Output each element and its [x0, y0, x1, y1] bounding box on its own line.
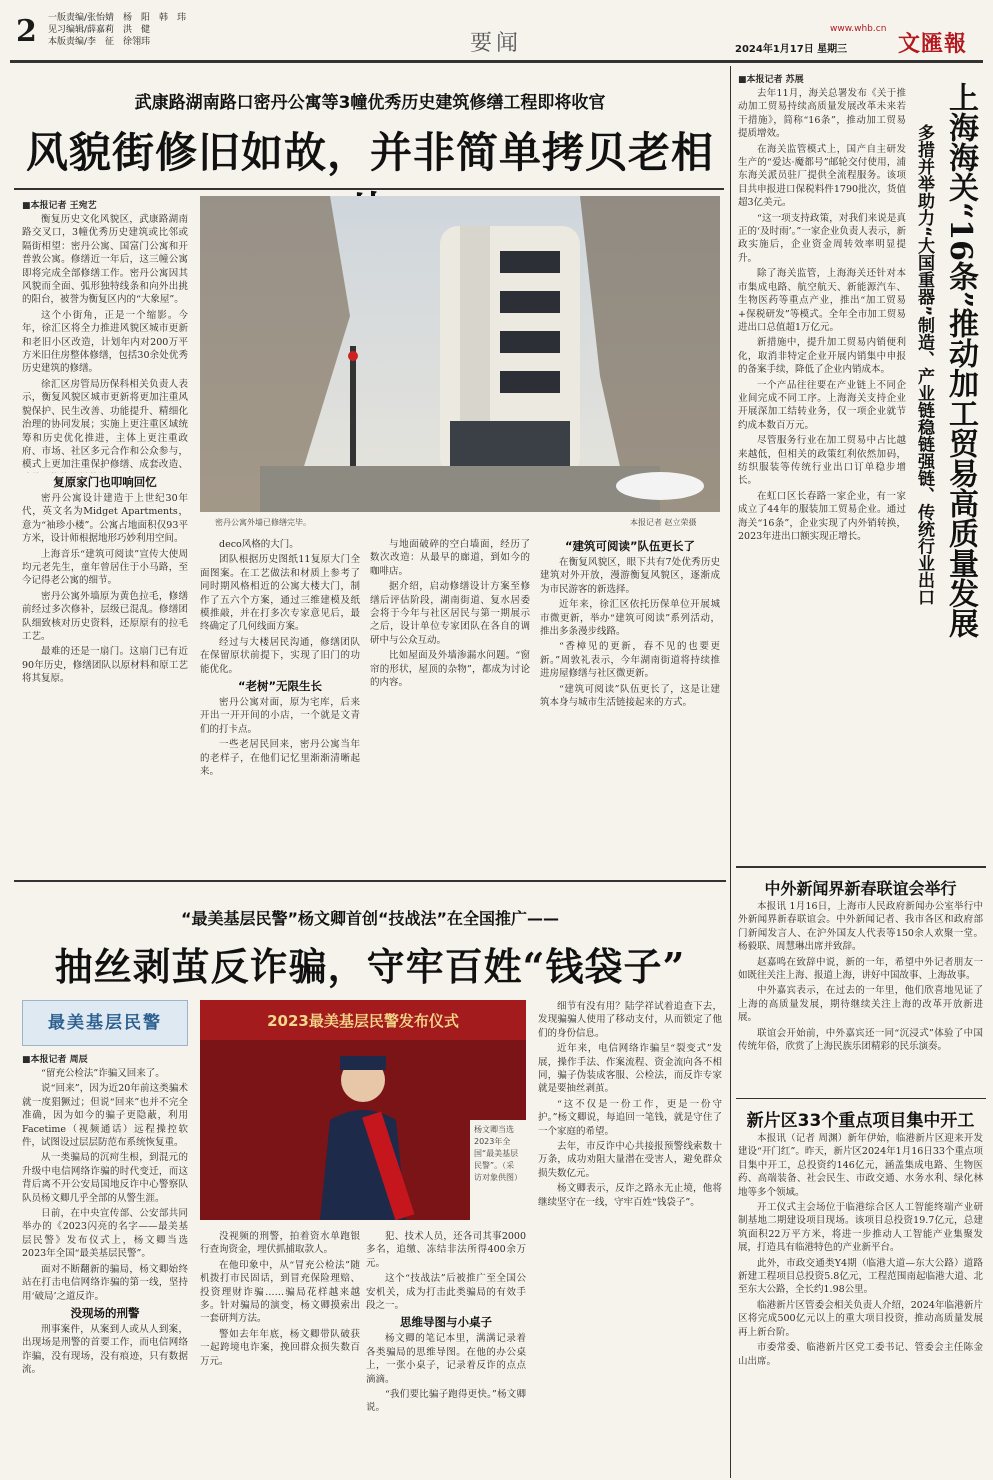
paragraph: 去年11月，海关总署发布《关于推动加工贸易持续高质量发展改革未来若干措施》，简称“16条”，推动加工贸易提质增效。: [738, 88, 906, 140]
paragraph: 本报讯（记者 周渊）新年伊始，临港新片区迎来开发建设“开门红”。昨天，新片区2024年1月16日33个重点项目集中开工，总投资约146亿元，涵盖集成电路、生物医药、高端装备、社会民生、市政交通、水务水利、绿化林地等多个领域。: [738, 1133, 983, 1198]
paragraph: 在海关监管模式上，国产自主研发生产的“爱达·魔都号”邮轮交付使用，浦东海关派员驻厂提供全流程服务。该项目共申报进口保税料件1790批次，货值超3亿美元。: [738, 143, 906, 209]
paragraph: 日前，在中央宣传部、公安部共同举办的《2023闪亮的名字——最美基层民警》发布仪式上，杨文卿当选2023年全国“最美基层民警”。: [22, 1208, 188, 1260]
lingang-column: [738, 1132, 983, 1476]
paragraph: 尽管服务行业在加工贸易中占比越来越低，但相关的政策红利依然加码，纺织服装等传统行业出口订单稳步增长。: [738, 435, 906, 487]
paragraph: “这一项支持政策，对我们来说是真正的‘及时雨’。”一家企业负责人表示，新政实施后，企业资金周转效率明显提升。: [738, 212, 906, 264]
bottom-column-1: [22, 1052, 188, 1476]
paragraph: “建筑可阅读”队伍更长了，这是让建筑本身与城市生活链接起来的方式。: [540, 683, 720, 709]
paragraph: 从一类骗局的沉疴生根，到混元的升级中电信网络诈骗的时代变迁，而这背后离不开公安局国地反诈中心警察队队员杨文卿几乎全部的从警生涯。: [22, 1152, 188, 1204]
right-rule: [736, 866, 986, 868]
editor-credits: [48, 12, 186, 48]
paragraph: 开工仪式主会场位于临港综合区人工智能终端产业研制基地二期建设项目现场。该项目总投资19.7亿元，总建筑面积22万平方米，将进一步推动人工智能产业集聚发展，打造具有临港特色的产业新平台。: [738, 1202, 983, 1254]
paragraph: 一些老居民回来，密丹公寓当年的老样子，在他们记忆里渐渐清晰起来。: [200, 739, 360, 778]
paragraph: 在他印象中，从“冒充公检法”随机拨打市民固话，到冒充保险理赔、投资理财诈骗……骗局花样越来越多。针对骗局的演变，杨文卿摸索出一套研判方法。: [200, 1259, 360, 1325]
paragraph: 没视频的刑警，拍着资水单跑银行查询资金，埋伏抓捕取款人。: [200, 1231, 360, 1256]
paragraph: 这个“技战法”后被推广至全国公安机关，成为打击此类骗局的有效手段之一。: [366, 1273, 526, 1312]
column-divider: [730, 66, 731, 1478]
bottom-column-2: [200, 1230, 360, 1476]
lead-headline: 风貌街修旧如故，并非简单拷贝老相: [25, 128, 714, 177]
paragraph: 本报讯 1月16日，上海市人民政府新闻办公室举行中外新闻界新春联谊会。中外新闻记者、我市各区和政府部门新闻发言人、在沪外国友人代表等150余人欢聚一堂。杨毅联、周慧琳出席并致辞。: [738, 901, 983, 953]
subheading: 复原家门也叩响回忆: [53, 475, 157, 489]
paragraph: 面对不断翻新的骗局，杨文卿始终站在打击电信网络诈骗的第一线，坚持用‘破局’之道反诈。: [22, 1263, 188, 1302]
series-badge-label: 最美基层民警: [48, 1013, 162, 1033]
lead-photo-caption: 密丹公寓外墙已修缮完毕。: [215, 518, 311, 527]
paragraph: 最难的还是一扇门。这扇门已有近90年历史，修缮团队以原材料和原工艺将其复原。: [22, 646, 188, 685]
photo-banner: 2023最美基层民警发布仪式: [267, 1012, 459, 1030]
building-photo: [200, 196, 720, 512]
paragraph: 说“回来”，因为近20年前这类骗术就一度猖獗过；但说“回来”也并不完全准确，因为如今的骗子更隐蔽，利用Facetime（视频通话）远程操控软件，试图设过层层防范布系统恢复重。: [22, 1083, 188, 1149]
police-photo-caption: 杨文卿当选2023年全国“最美基层民警”。（采访对象供图）: [470, 1120, 526, 1220]
paragraph: 近年来，电信网络诈骗呈“裂变式”发展，操作手法、作案流程、资金流向各不相同，骗子伪装成客服、公检法，而反诈专家就是要抽丝剥茧。: [538, 1043, 722, 1095]
editor-credit-line: 一版责编/张怡婧 杨 阳 韩 玮: [48, 13, 187, 23]
lead-kicker: 武康路湖南路口密丹公寓等3幢优秀历史建筑修缮工程即将收官: [134, 93, 606, 113]
customs-headline: 上海海关“16条”推动加工贸易高质量发展: [943, 82, 978, 639]
bottom-kicker: “最美基层民警”杨文卿首创“技战法”在全国推广——: [180, 909, 560, 928]
newspaper-logo: 文匯報: [898, 31, 968, 57]
lead-column-5: [540, 538, 720, 872]
lingang-headline: 新片区33个重点项目集中开工: [746, 1111, 975, 1131]
subheading: 没现场的刑警: [70, 1305, 140, 1320]
customs-byline: ■本报记者 苏展: [738, 75, 804, 85]
paragraph: 一个产品往往要在产业链上不同企业间完成不同工序。上海海关支持企业开展深加工结转业务，仅一项企业就节约成本数百万元。: [738, 379, 906, 431]
section-label: 要闻: [470, 31, 523, 56]
paragraph: 上海音乐“建筑可阅读”宣传大使周均元老先生，童年曾居住于小马路，至今记得老公寓的细节。: [22, 548, 188, 587]
paragraph: 据介绍，启动修缮设计方案至修缮后评估阶段，湖南街道、复水居委会将于今年与社区居民与第一期展示之后，设计单位专家团队在各自的调研中与公众互动。: [370, 581, 530, 646]
masthead: [0, 0, 993, 58]
lead-byline: ■本报记者 王宛艺: [22, 201, 97, 211]
editor-credit-line: 见习编辑/薛嘉莉 洪 健: [48, 25, 151, 35]
paragraph: 这个小街角，正是一个缩影。今年，徐汇区将全力推进风貌区城市更新和老旧小区改造，计划年内对200万平方米旧住房整体修缮，包括30余处优秀历史建筑的修缮。: [22, 309, 188, 375]
paragraph: 衡复历史文化风貌区，武康路湖南路交叉口，3幢优秀历史建筑或比邻或隔街相望：密丹公寓、国富门公寓和开普敦公寓。修缮近一年后，这三幢公寓即将完成全部修缮工作。密丹公寓因其风貌而全面、弧形独特线条和向外出挑的阳台，被誉为衡复区内的“大象屋”。: [22, 214, 188, 306]
lead-photo: [200, 196, 720, 512]
paragraph: 此外，市政交通类Y4期（临港大道—东大公路）道路新建工程项目总投资5.8亿元，工程范围南起临港大道、北至东大公路，全长约1.98公里。: [738, 1257, 983, 1296]
paragraph: 比如屋面及外墙渗漏水问题。“窗帘的形状，屋顶的杂物”，都成为讨论的内容。: [370, 650, 530, 689]
paragraph: “我们要比骗子跑得更快。”杨文卿说。: [366, 1389, 526, 1414]
paragraph: 杨文卿表示，反诈之路永无止境，他将继续坚守在一线，守牢百姓“钱袋子”。: [538, 1183, 722, 1208]
site-url: www.whb.cn: [830, 24, 887, 34]
lead-column-4: [370, 538, 530, 872]
paragraph: 团队根据历史图纸11复原大门全面图案。在工艺做法和材质上参考了同时期风格相近的公寓大楼大门，制作了五六个方案，通过三维建模及纸模推敲，并在打多次专家意见后，最终确定了几何线面方案。: [200, 554, 360, 633]
paragraph: “留充公检法”诈骗又回来了。: [41, 1068, 165, 1079]
issue-date: 2024年1月17日 星期三: [735, 44, 848, 55]
paragraph: 除了海关监管，上海海关还针对本市集成电路、航空航天、新能源汽车、生物医药等重点产业，推出“加工贸易+保税研发”等模式。全年全市加工贸易进出口总值超1万亿元。: [738, 268, 906, 333]
paragraph: 与地面破碎的空白墙面，经历了数次改造：从最早的廊道，到如今的咖啡店。: [370, 539, 530, 577]
bottom-headline: 抽丝剥茧反诈骗，守牢百姓“钱袋子”: [54, 944, 686, 989]
paragraph: 临港新片区管委会相关负责人介绍，2024年临港新片区将完成500亿元以上的重大项目投资，推动高质量发展再上新台阶。: [738, 1299, 983, 1338]
lead-column-3: [200, 538, 360, 872]
paragraph: 去年，市反诈中心共接报预警线索数十万条，成功劝阻大量潜在受害人，避免群众损失数亿元。: [538, 1141, 722, 1179]
bottom-column-3: [366, 1230, 526, 1476]
header-rule: [10, 60, 983, 63]
page-number: 2: [16, 14, 37, 49]
paragraph: 近年来，徐汇区依托历保单位开展城市微更新，举办“建筑可阅读”系列活动，推出多条漫步线路。: [540, 599, 720, 638]
paragraph: 徐汇区房管局历保科相关负责人表示，衡复风貌区城市更新将更加注重风貌保护、民生改善、功能提升、精细化治理的协同发展；实施上更注重区域统筹和历史优化推进，主体上更注重政府、市场、社区多元合作和公众参与，模式上更加注重保护修缮、成套改造、: [22, 378, 188, 471]
customs-subhead: 多措并举助力“大国重器”制造、产业链稳链强链、传统行业出口: [914, 124, 934, 606]
paragraph: 在虹口区长春路一家企业，有一家成立了44年的服装加工贸易企业。通过海关“16条”，企业实现了内外销转换，2023年进出口额实现正增长。: [738, 490, 906, 542]
paragraph: 警如去年年底，杨文卿带队破获一起跨境电诈案，挽回群众损失数百万元。: [200, 1328, 360, 1367]
bottom-column-4: [538, 1000, 722, 1476]
lead-photo-credit: 本报记者 赵立荣摄: [630, 518, 697, 527]
subheading: 思维导图与小桌子: [400, 1315, 492, 1330]
paragraph: 联谊会开始前，中外嘉宾还一同“沉浸式”体验了中国传统年俗，欣赏了上海民族乐团精彩的民乐演奏。: [738, 1027, 983, 1053]
paragraph: 市委常委、临港新片区党工委书记、管委会主任陈金山出席。: [738, 1342, 983, 1367]
paragraph: 杨文卿的笔记本里，满满记录着各类骗局的思维导图。在他的办公桌上，一张小桌子，记录着反诈的点点滴滴。: [366, 1333, 526, 1385]
editor-credit-line: 本版责编/李 征 徐翎玮: [48, 37, 151, 47]
bottom-byline: ■本报记者 周辰: [22, 1055, 88, 1065]
right-rule: [736, 1098, 986, 1099]
paragraph: “这不仅是一份工作，更是一份守护。”杨文卿说，每追回一笔钱，就是守住了一个家庭的希望。: [538, 1098, 722, 1137]
series-badge: [22, 1000, 188, 1046]
paragraph: deco风格的大门。: [219, 539, 299, 550]
paragraph: “香樟见的更新，春不见的也要更新。”周敦礼表示，今年湖南街道将持续推进房屋修缮与社区微更新。: [540, 641, 720, 680]
paragraph: 新措施中，提升加工贸易内销便利化，取消非特定企业开展内销集中申报的备案手续，降低了企业内销成本。: [738, 337, 906, 376]
paragraph: 密丹公寓设计建造于上世纪30年代，英文名为Midget Apartments，意为“袖珍小楼”。公寓占地面积仅93平方米，设计师根据地形巧妙利用空间。: [22, 493, 188, 545]
paragraph: 经过与大楼居民沟通，修缮团队在保留原状前提下，实现了旧门的功能优化。: [200, 636, 360, 675]
lead-rule: [14, 188, 724, 190]
newsmeet-column: [738, 900, 983, 1094]
subheading: “建筑可阅读”队伍更长了: [564, 539, 696, 553]
customs-column: [738, 72, 906, 862]
paragraph: 密丹公寓对面，原为宅库，后来开出一开开间的小店，一个就是文青们的打卡点。: [200, 697, 360, 735]
paragraph: 细节有没有用？陆学祥试着追查下去，发现骗骗人使用了移动支付，从而锁定了他们的身份信息。: [538, 1001, 722, 1039]
paragraph: 赵嘉鸣在致辞中说，新的一年，希望中外记者朋友一如既往关注上海、报道上海，讲好中国故事、上海故事。: [738, 956, 983, 982]
paragraph: 刑事案件，从案到人或从人到案，出现场是刑警的首要工作，而电信网络诈骗，没有现场，没有痕迹，只有数据流。: [22, 1323, 188, 1376]
paragraph: 密丹公寓外墙原为黄色拉毛，修缮前经过多次修补，层级已混乱。修缮团队细致核对历史资料，还原原有的拉毛工艺。: [22, 590, 188, 643]
paragraph: 中外嘉宾表示，在过去的一年里，他们欣喜地见证了上海的高质量发展，期待继续关注上海的改革开放新进展。: [738, 985, 983, 1024]
newsmeet-headline: 中外新闻界新春联谊会举行: [764, 879, 957, 898]
lead-column-1: [22, 198, 188, 473]
paragraph: 在衡复风貌区，眼下共有7处优秀历史建筑对外开放，漫游衡复风貌区，逐渐成为市民游客的新选择。: [540, 557, 720, 595]
subheading: “老树”无限生长: [237, 679, 323, 694]
section-rule: [14, 880, 726, 882]
paragraph: 犯、技术人员，还各司其事2000多名，追缴、冻结非法所得400余万元。: [366, 1231, 526, 1269]
lead-column-2: [22, 474, 188, 872]
